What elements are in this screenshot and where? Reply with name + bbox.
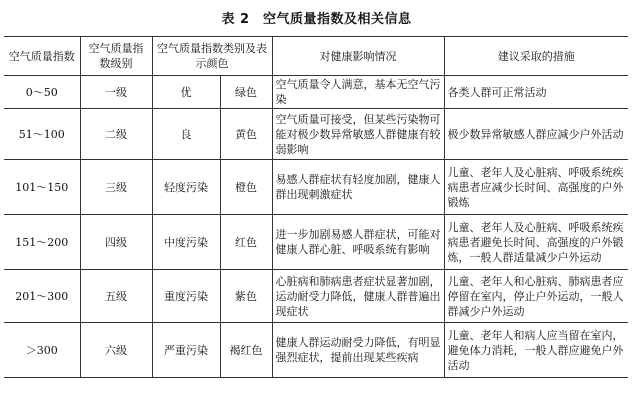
aqi-cell: ＞300 bbox=[4, 323, 80, 378]
table-row bbox=[4, 109, 628, 160]
color-cell: 黄色 bbox=[220, 109, 272, 160]
measures-cell: 极少数异常敏感人群应减少户外活动 bbox=[444, 109, 628, 160]
color-cell: 褐红色 bbox=[220, 323, 272, 378]
level-cell: 三级 bbox=[80, 160, 152, 215]
color-cell: 红色 bbox=[220, 215, 272, 270]
aqi-cell: 201～300 bbox=[4, 270, 80, 323]
table-title: 表 2 空气质量指数及相关信息 bbox=[221, 12, 412, 27]
table-row bbox=[4, 215, 628, 270]
level-cell: 四级 bbox=[80, 215, 152, 270]
category-cell: 良 bbox=[152, 109, 220, 160]
health-cell: 空气质量可接受，但某些污染物可能对极少数异常敏感人群健康有较弱影响 bbox=[272, 109, 444, 160]
measures-cell: 各类人群可正常活动 bbox=[444, 76, 628, 109]
header-measures: 建议采取的措施 bbox=[444, 37, 628, 76]
table-row bbox=[4, 270, 628, 323]
category-cell: 轻度污染 bbox=[152, 160, 220, 215]
header-level: 空气质量指数级别 bbox=[80, 37, 152, 76]
measures-cell: 儿童、老年人及心脏病、呼吸系统疾病患者避免长时间、高强度的户外锻炼，一般人群适量减少户外运动 bbox=[444, 215, 628, 270]
header-aqi: 空气质量指数 bbox=[4, 37, 80, 76]
aqi-cell: 51～100 bbox=[4, 109, 80, 160]
aqi-cell: 151～200 bbox=[4, 215, 80, 270]
category-cell: 重度污染 bbox=[152, 270, 220, 323]
measures-cell: 儿童、老年人及心脏病、呼吸系统疾病患者应减少长时间、高强度的户外锻炼 bbox=[444, 160, 628, 215]
health-cell: 心脏病和肺病患者症状显著加剧，运动耐受力降低，健康人群普遍出现症状 bbox=[272, 270, 444, 323]
level-cell: 一级 bbox=[80, 76, 152, 109]
health-cell: 易感人群症状有轻度加剧，健康人群出现刺激症状 bbox=[272, 160, 444, 215]
health-cell: 健康人群运动耐受力降低，有明显强烈症状，提前出现某些疾病 bbox=[272, 323, 444, 378]
health-cell: 空气质量令人满意，基本无空气污染 bbox=[272, 76, 444, 109]
color-cell: 橙色 bbox=[220, 160, 272, 215]
measures-cell: 儿童、老年人和病人应当留在室内，避免体力消耗，一般人群应避免户外活动 bbox=[444, 323, 628, 378]
category-cell: 中度污染 bbox=[152, 215, 220, 270]
aqi-cell: 0～50 bbox=[4, 76, 80, 109]
table-row bbox=[4, 323, 628, 378]
category-cell: 严重污染 bbox=[152, 323, 220, 378]
health-cell: 进一步加剧易感人群症状，可能对健康人群心脏、呼吸系统有影响 bbox=[272, 215, 444, 270]
header-health: 对健康影响情况 bbox=[272, 37, 444, 76]
color-cell: 绿色 bbox=[220, 76, 272, 109]
aqi-cell: 101～150 bbox=[4, 160, 80, 215]
level-cell: 二级 bbox=[80, 109, 152, 160]
category-cell: 优 bbox=[152, 76, 220, 109]
table-row bbox=[4, 160, 628, 215]
level-cell: 五级 bbox=[80, 270, 152, 323]
air-quality-table bbox=[4, 36, 628, 378]
header-category: 空气质量指数类别及表示颜色 bbox=[152, 37, 272, 76]
level-cell: 六级 bbox=[80, 323, 152, 378]
color-cell: 紫色 bbox=[220, 270, 272, 323]
table-row bbox=[4, 76, 628, 109]
header-row bbox=[4, 37, 628, 76]
measures-cell: 儿童、老年人和心脏病、肺病患者应停留在室内，停止户外运动，一般人群减少户外运动 bbox=[444, 270, 628, 323]
